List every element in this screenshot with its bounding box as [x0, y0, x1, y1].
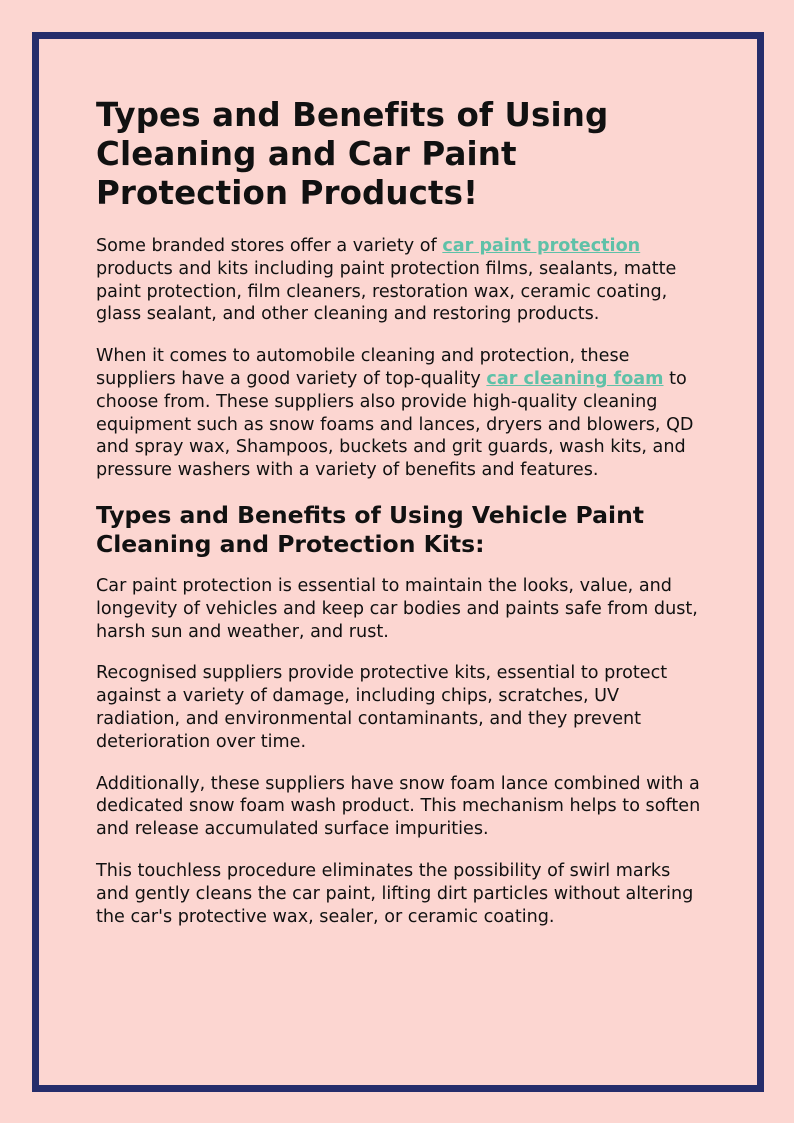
car-cleaning-foam-link[interactable]: car cleaning foam — [486, 368, 664, 389]
suppliers-text-end: to choose from. These suppliers also provide high-quality cleaning equipment such as snow foams and lances, dryers and blowers, QD and spray wax, Shampoos, buckets and grit guards, wash kits, and pressure washers with a variety of benefits and features. — [96, 368, 694, 481]
intro-paragraph — [96, 235, 708, 326]
suppliers-text-start: When it comes to automobile cleaning and protection, these suppliers have a good variety of top-quality — [96, 346, 630, 389]
page-title: Types and Benefits of Using Cleaning and Car Paint Protection Products! — [96, 96, 609, 212]
section-heading: Types and Benefits of Using Vehicle Paint Cleaning and Protection Kits: — [96, 500, 645, 558]
paint-protection-paragraph: Car paint protection is essential to maintain the looks, value, and longevity of vehicles and keep car bodies and paints safe from dust, harsh sun and weather, and rust. — [96, 575, 698, 642]
protective-kits-paragraph: Recognised suppliers provide protective kits, essential to protect against a variety of damage, including chips, scratches, UV radiation, and environmental contaminants, and they prevent deterioration over time. — [96, 663, 668, 752]
article — [96, 96, 708, 947]
snow-foam-paragraph: Additionally, these suppliers have snow foam lance combined with a dedicated snow foam wash product. This mechanism helps to soften and release accumulated surface impurities. — [96, 773, 701, 840]
suppliers-paragraph — [96, 345, 708, 482]
car-paint-protection-link[interactable]: car paint protection — [442, 236, 641, 256]
intro-text-start: Some branded stores offer a variety of — [96, 236, 443, 256]
intro-text-end: products and kits including paint protection films, sealants, matte paint protection, film cleaners, restoration wax, ceramic coating, glass sealant, and other cleaning and restoring products. — [96, 258, 677, 325]
touchless-paragraph: This touchless procedure eliminates the possibility of swirl marks and gently cleans the car paint, lifting dirt particles without altering the car's protective wax, sealer, or ceramic coating. — [96, 860, 694, 927]
